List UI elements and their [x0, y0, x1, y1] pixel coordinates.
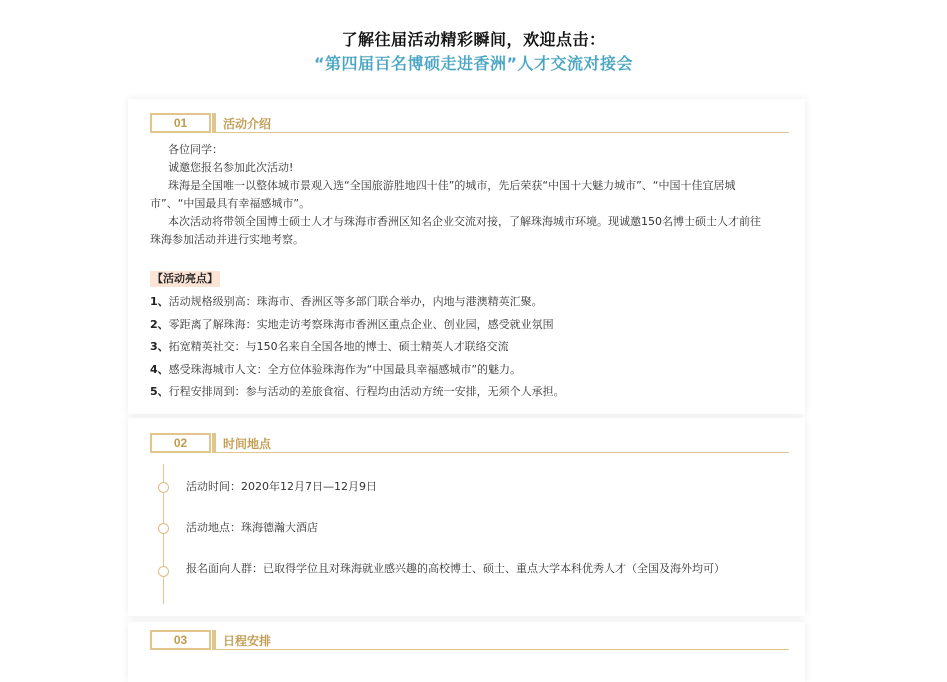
- highlights-label: 【活动亮点】: [152, 272, 218, 285]
- list-item-text: 感受珠海城市人文：全方位体验珠海作为“中国最具幸福感城市”的魅力。: [168, 362, 522, 376]
- list-item-number: 4、: [150, 362, 169, 376]
- section-divider: [216, 452, 789, 453]
- list-item: [150, 359, 780, 382]
- list-item-number: 1、: [150, 295, 169, 308]
- intro-paragraph: 各位同学：: [168, 143, 223, 156]
- list-item: [150, 291, 780, 314]
- timeline-dot: [158, 523, 169, 534]
- list-item-number: 2、: [150, 317, 169, 331]
- section-header: [150, 113, 789, 137]
- section-title: 活动介绍: [223, 117, 272, 131]
- list-item-text: 拓宽精英社交：与150名来自全国各地的博士、硕士精英人才联络交流: [168, 340, 509, 353]
- section-intro-card: [128, 99, 805, 414]
- section-header: [150, 630, 789, 654]
- timeline-item-audience: 报名面向人群：已取得学位且对珠海就业感兴趣的高校博士、硕士、重点大学本科优秀人才（全国及海外均可）: [186, 562, 725, 575]
- section-title: 日程安排: [223, 634, 272, 648]
- list-item-text: 零距离了解珠海：实地走访考察珠海市香洲区重点企业、创业园，感受就业氛围: [168, 317, 554, 331]
- timeline-item-place: 活动地点：珠海德瀚大酒店: [186, 521, 318, 534]
- page-title: 了解往届活动精彩瞬间，欢迎点击：: [341, 30, 606, 49]
- list-item: [150, 381, 780, 404]
- list-item-number: 3、: [150, 340, 169, 353]
- list-item-text: 活动规格级别高：珠海市、香洲区等多部门联合举办，内地与港澳精英汇聚。: [168, 295, 543, 308]
- intro-paragraph: 本次活动将带领全国博士硕士人才与珠海市香洲区知名企业交流对接，了解珠海城市环境。现诚邀150名博士硕士人才前往珠海参加活动并进行实地考察。: [150, 215, 761, 246]
- list-item: [150, 314, 780, 337]
- section-schedule-card: [128, 622, 805, 682]
- section-divider: [216, 132, 789, 133]
- list-item: [150, 336, 780, 359]
- intro-paragraph: 诚邀您报名参加此次活动!: [168, 161, 294, 174]
- event-link-title[interactable]: “第四届百名博硕走进香洲”人才交流对接会: [313, 54, 634, 73]
- list-item-text: 行程安排周到：参与活动的差旅食宿、行程均由活动方统一安排，无须个人承担。: [168, 385, 565, 398]
- timeline-dot: [158, 566, 169, 577]
- section-divider: [216, 649, 789, 650]
- section-time-place-card: [128, 418, 805, 616]
- section-number: 02: [150, 433, 211, 453]
- intro-paragraph: 珠海是全国唯一以整体城市景观入选“全国旅游胜地四十佳”的城市，先后荣获“中国十大魅力城市”、“中国十佳宜居城市”、“中国最具有幸福感城市”。: [150, 179, 736, 210]
- timeline-item-time: 活动时间：2020年12月7日—12月9日: [186, 480, 377, 493]
- section-number-tab: [212, 433, 216, 453]
- section-number-tab: [212, 630, 216, 650]
- list-item-number: 5、: [150, 385, 169, 398]
- intro-text: [150, 141, 770, 249]
- timeline-dot: [158, 482, 169, 493]
- section-number: 03: [150, 630, 211, 650]
- section-number-tab: [212, 113, 216, 133]
- section-number: 01: [150, 113, 211, 133]
- section-header: [150, 433, 789, 457]
- highlights-list: [150, 291, 780, 404]
- section-title: 时间地点: [223, 437, 272, 451]
